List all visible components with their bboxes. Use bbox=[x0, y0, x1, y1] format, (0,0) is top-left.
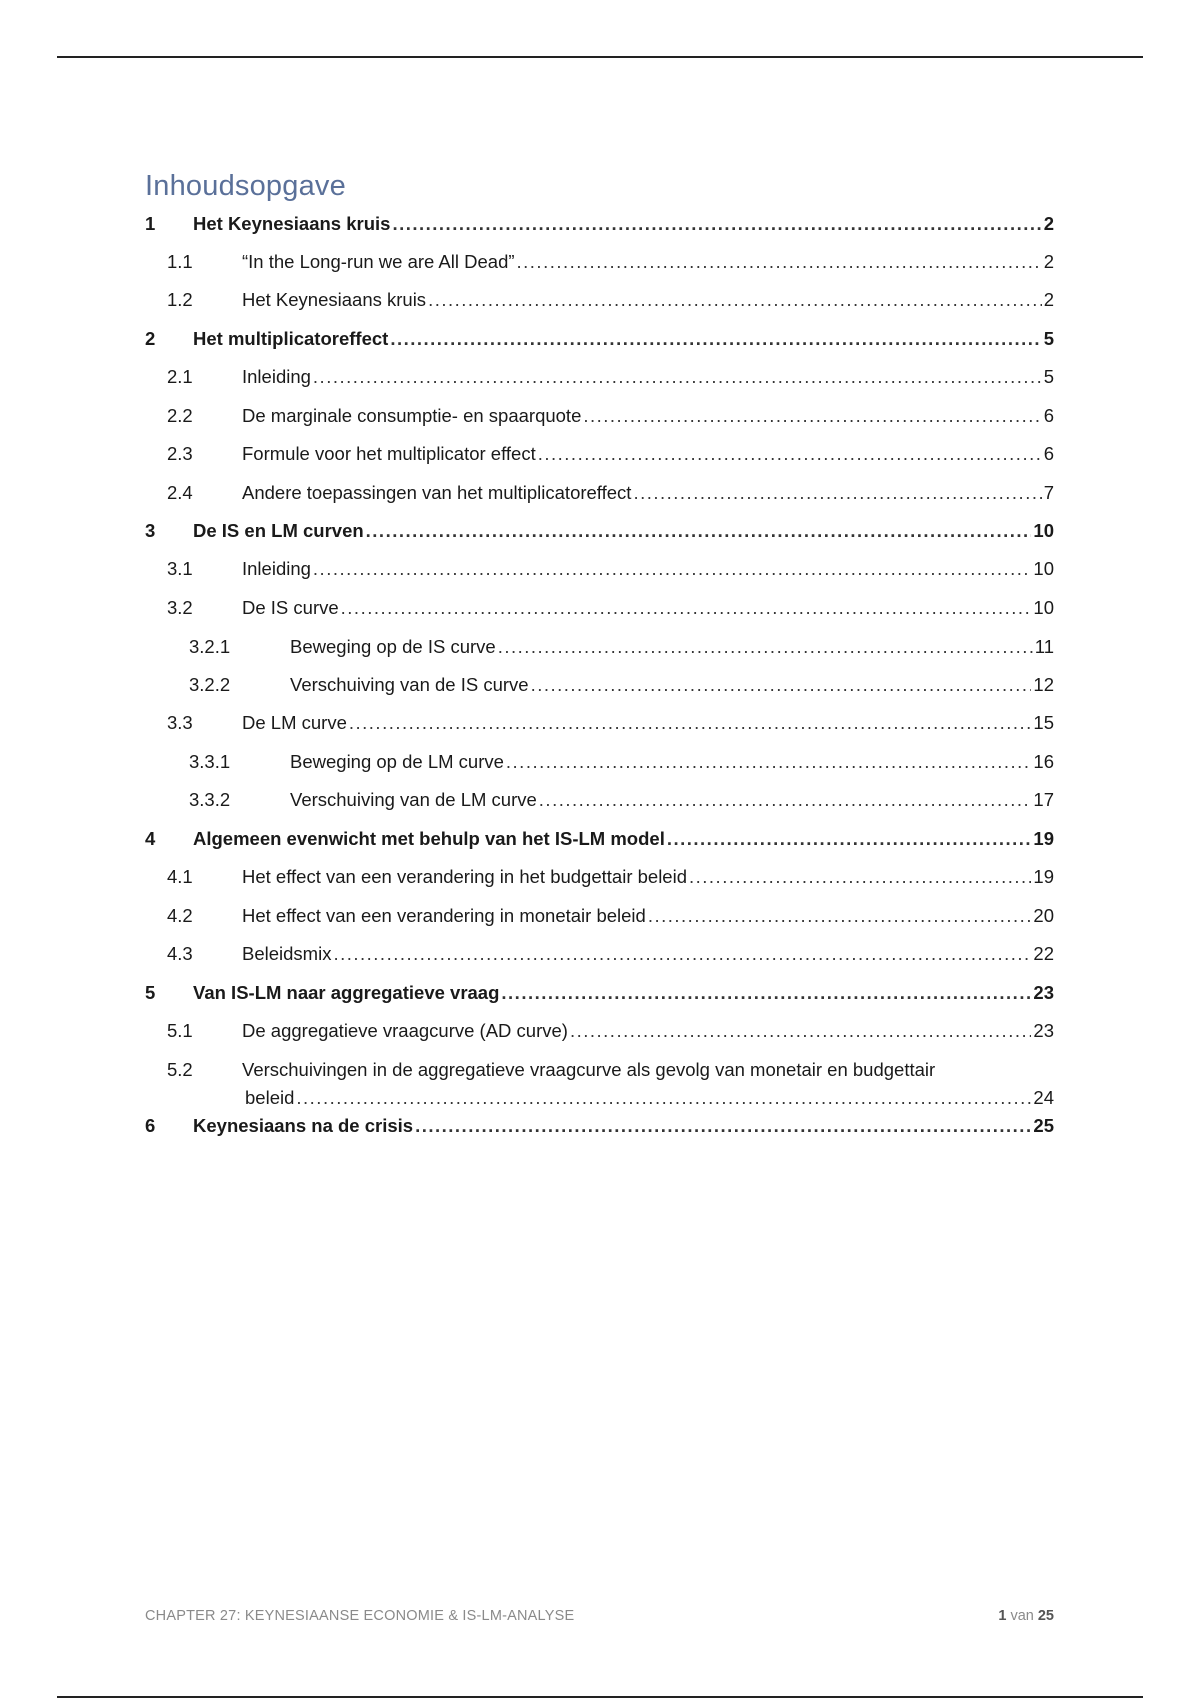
toc-heading: Inhoudsopgave bbox=[145, 170, 346, 202]
toc-leader-dots bbox=[341, 594, 1032, 622]
toc-entry[interactable] bbox=[145, 979, 1054, 1007]
toc-entry-title: Beweging op de LM curve bbox=[290, 748, 506, 776]
toc-leader-dots bbox=[667, 825, 1032, 853]
toc-entry-page: 7 bbox=[1043, 482, 1054, 503]
toc-entry-number: 3 bbox=[145, 520, 156, 541]
toc-entry[interactable] bbox=[145, 363, 1054, 391]
toc-leader-dots bbox=[313, 363, 1042, 391]
toc-entry[interactable] bbox=[145, 709, 1054, 737]
toc-entry-title: Het Keynesiaans kruis bbox=[242, 286, 428, 314]
toc-entry[interactable] bbox=[145, 902, 1054, 930]
toc-entry-number: 3.2 bbox=[167, 597, 193, 618]
toc-leader-dots bbox=[633, 479, 1041, 507]
toc-entry-page: 22 bbox=[1033, 943, 1054, 964]
toc-entry[interactable] bbox=[145, 517, 1054, 545]
toc-entry-title: Formule voor het multiplicator effect bbox=[242, 440, 538, 468]
toc-leader-dots bbox=[539, 786, 1032, 814]
toc-entry-page: 16 bbox=[1033, 751, 1054, 772]
toc-entry[interactable] bbox=[145, 633, 1054, 661]
toc-leader-dots bbox=[296, 1084, 1031, 1112]
toc-entry-title: Inleiding bbox=[242, 363, 313, 391]
toc-entry-page: 10 bbox=[1033, 558, 1054, 579]
footer-page-current: 1 bbox=[998, 1608, 1007, 1624]
toc-entry-number: 5.2 bbox=[167, 1059, 193, 1080]
toc-entry[interactable] bbox=[145, 863, 1054, 891]
toc-entry[interactable] bbox=[145, 248, 1054, 276]
toc-leader-dots bbox=[648, 902, 1032, 930]
toc-entry-number: 2.1 bbox=[167, 366, 193, 387]
toc-entry-page: 12 bbox=[1033, 674, 1054, 695]
toc-entry-number: 3.2.2 bbox=[189, 674, 231, 695]
toc-entry-number: 3.1 bbox=[167, 558, 193, 579]
toc-entry-page: 10 bbox=[1033, 597, 1054, 618]
toc-leader-dots bbox=[531, 671, 1032, 699]
toc-entry-number: 4.3 bbox=[167, 943, 193, 964]
toc-entry-page: 5 bbox=[1043, 328, 1054, 349]
toc-entry-number: 3.2.1 bbox=[189, 636, 231, 657]
toc-leader-dots bbox=[517, 248, 1042, 276]
toc-entry-title: Keynesiaans na de crisis bbox=[193, 1112, 415, 1140]
toc-entry-title: De aggregatieve vraagcurve (AD curve) bbox=[242, 1017, 570, 1045]
toc-entry[interactable] bbox=[145, 1112, 1054, 1140]
toc-entry-page: 2 bbox=[1043, 213, 1054, 234]
toc-entry-title: Beweging op de IS curve bbox=[290, 633, 498, 661]
toc-entry[interactable] bbox=[145, 479, 1054, 507]
toc-entry[interactable] bbox=[145, 594, 1054, 622]
toc-leader-dots bbox=[415, 1112, 1031, 1140]
toc-entry-number: 4.2 bbox=[167, 905, 193, 926]
footer-chapter: CHAPTER 27: KEYNESIAANSE ECONOMIE & IS-LM-ANALYSE bbox=[145, 1608, 575, 1624]
toc-entry-page: 23 bbox=[1033, 1020, 1054, 1041]
toc-entry-number: 1.2 bbox=[167, 289, 193, 310]
toc-entry[interactable] bbox=[145, 671, 1054, 699]
toc-entry-title: Inleiding bbox=[242, 555, 313, 583]
toc-entry-number: 4 bbox=[145, 828, 156, 849]
toc-entry-page: 23 bbox=[1033, 982, 1054, 1003]
toc-entry-page: 19 bbox=[1033, 828, 1054, 849]
toc-leader-dots bbox=[428, 286, 1042, 314]
toc-leader-dots bbox=[538, 440, 1042, 468]
toc-entry-page: 6 bbox=[1043, 405, 1054, 426]
toc-entry[interactable] bbox=[145, 210, 1054, 238]
toc-entry-title: Het Keynesiaans kruis bbox=[193, 210, 392, 238]
toc-leader-dots bbox=[570, 1017, 1031, 1045]
toc-entry-page: 6 bbox=[1043, 443, 1054, 464]
toc-leader-dots bbox=[506, 748, 1032, 776]
toc-entry[interactable] bbox=[145, 1056, 1054, 1112]
header-rule bbox=[57, 56, 1143, 58]
toc-entry[interactable] bbox=[145, 402, 1054, 430]
toc-entry-title-line1: Verschuivingen in de aggregatieve vraagcurve als gevolg van monetair en budgettair bbox=[242, 1059, 936, 1080]
toc-entry[interactable] bbox=[145, 748, 1054, 776]
toc-entry-page: 15 bbox=[1033, 712, 1054, 733]
toc-entry[interactable] bbox=[145, 555, 1054, 583]
toc-leader-dots bbox=[501, 979, 1031, 1007]
toc-entry-page: 24 bbox=[1033, 1087, 1054, 1108]
toc-entry-page: 20 bbox=[1033, 905, 1054, 926]
toc-entry-title: Het effect van een verandering in het budgettair beleid bbox=[242, 863, 689, 891]
toc-leader-dots bbox=[498, 633, 1033, 661]
toc-entry-title: De marginale consumptie- en spaarquote bbox=[242, 402, 583, 430]
toc-entry-page: 2 bbox=[1043, 289, 1054, 310]
toc-entry-number: 3.3.1 bbox=[189, 751, 231, 772]
toc-entry-title: Het multiplicatoreffect bbox=[193, 325, 390, 353]
toc-entry-number: 2.2 bbox=[167, 405, 193, 426]
toc-entry-title: Verschuiving van de IS curve bbox=[290, 671, 531, 699]
toc-entry-title: beleid bbox=[245, 1084, 296, 1112]
toc-leader-dots bbox=[333, 940, 1031, 968]
toc-entry[interactable] bbox=[145, 1017, 1054, 1045]
toc-entry-title: Het effect van een verandering in monetair beleid bbox=[242, 902, 648, 930]
footer-page-number bbox=[998, 1608, 1054, 1624]
toc-entry-page: 17 bbox=[1033, 789, 1054, 810]
toc-entry-number: 1 bbox=[145, 213, 156, 234]
toc-entry[interactable] bbox=[145, 786, 1054, 814]
toc-entry-page: 19 bbox=[1033, 866, 1054, 887]
toc-entry-title: Verschuiving van de LM curve bbox=[290, 786, 539, 814]
toc-leader-dots bbox=[689, 863, 1031, 891]
toc-entry-page: 2 bbox=[1043, 251, 1054, 272]
toc-leader-dots bbox=[313, 555, 1032, 583]
toc-leader-dots bbox=[349, 709, 1032, 737]
footer-rule bbox=[57, 1696, 1143, 1698]
toc-entry-title: De IS en LM curven bbox=[193, 517, 366, 545]
toc-entry-number: 5 bbox=[145, 982, 156, 1003]
toc-entry[interactable] bbox=[145, 940, 1054, 968]
toc-leader-dots bbox=[392, 210, 1041, 238]
toc-entry[interactable] bbox=[145, 825, 1054, 853]
toc-entry-title: De IS curve bbox=[242, 594, 341, 622]
footer-page-sep: van bbox=[1010, 1608, 1034, 1624]
toc-entry[interactable] bbox=[145, 325, 1054, 353]
toc-entry-title: Andere toepassingen van het multiplicatoreffect bbox=[242, 479, 633, 507]
toc-entry-number: 2.3 bbox=[167, 443, 193, 464]
toc-entry-number: 6 bbox=[145, 1115, 156, 1136]
toc-entry[interactable] bbox=[145, 440, 1054, 468]
toc-entry-number: 3.3.2 bbox=[189, 789, 231, 810]
toc-entry-title: Beleidsmix bbox=[242, 940, 333, 968]
toc-entry-page: 5 bbox=[1043, 366, 1054, 387]
toc-leader-dots bbox=[583, 402, 1041, 430]
toc-entry[interactable] bbox=[145, 286, 1054, 314]
toc-entry-number: 3.3 bbox=[167, 712, 193, 733]
toc-entry-number: 2.4 bbox=[167, 482, 193, 503]
toc-entry-page: 10 bbox=[1033, 520, 1054, 541]
toc-entry-title: “In the Long-run we are All Dead” bbox=[242, 248, 517, 276]
toc-leader-dots bbox=[390, 325, 1041, 353]
footer-page-total: 25 bbox=[1037, 1608, 1054, 1624]
toc-entry-page: 25 bbox=[1033, 1115, 1054, 1136]
toc-entry-number: 5.1 bbox=[167, 1020, 193, 1041]
toc-entry-title: Algemeen evenwicht met behulp van het IS-LM model bbox=[193, 825, 667, 853]
toc-entry-title: Van IS-LM naar aggregatieve vraag bbox=[193, 979, 501, 1007]
toc-entry-number: 2 bbox=[145, 328, 156, 349]
toc-leader-dots bbox=[366, 517, 1032, 545]
toc-entry-number: 1.1 bbox=[167, 251, 193, 272]
toc-entry-number: 4.1 bbox=[167, 866, 193, 887]
toc-entry-page: 11 bbox=[1034, 636, 1054, 657]
toc-entry-title: De LM curve bbox=[242, 709, 349, 737]
